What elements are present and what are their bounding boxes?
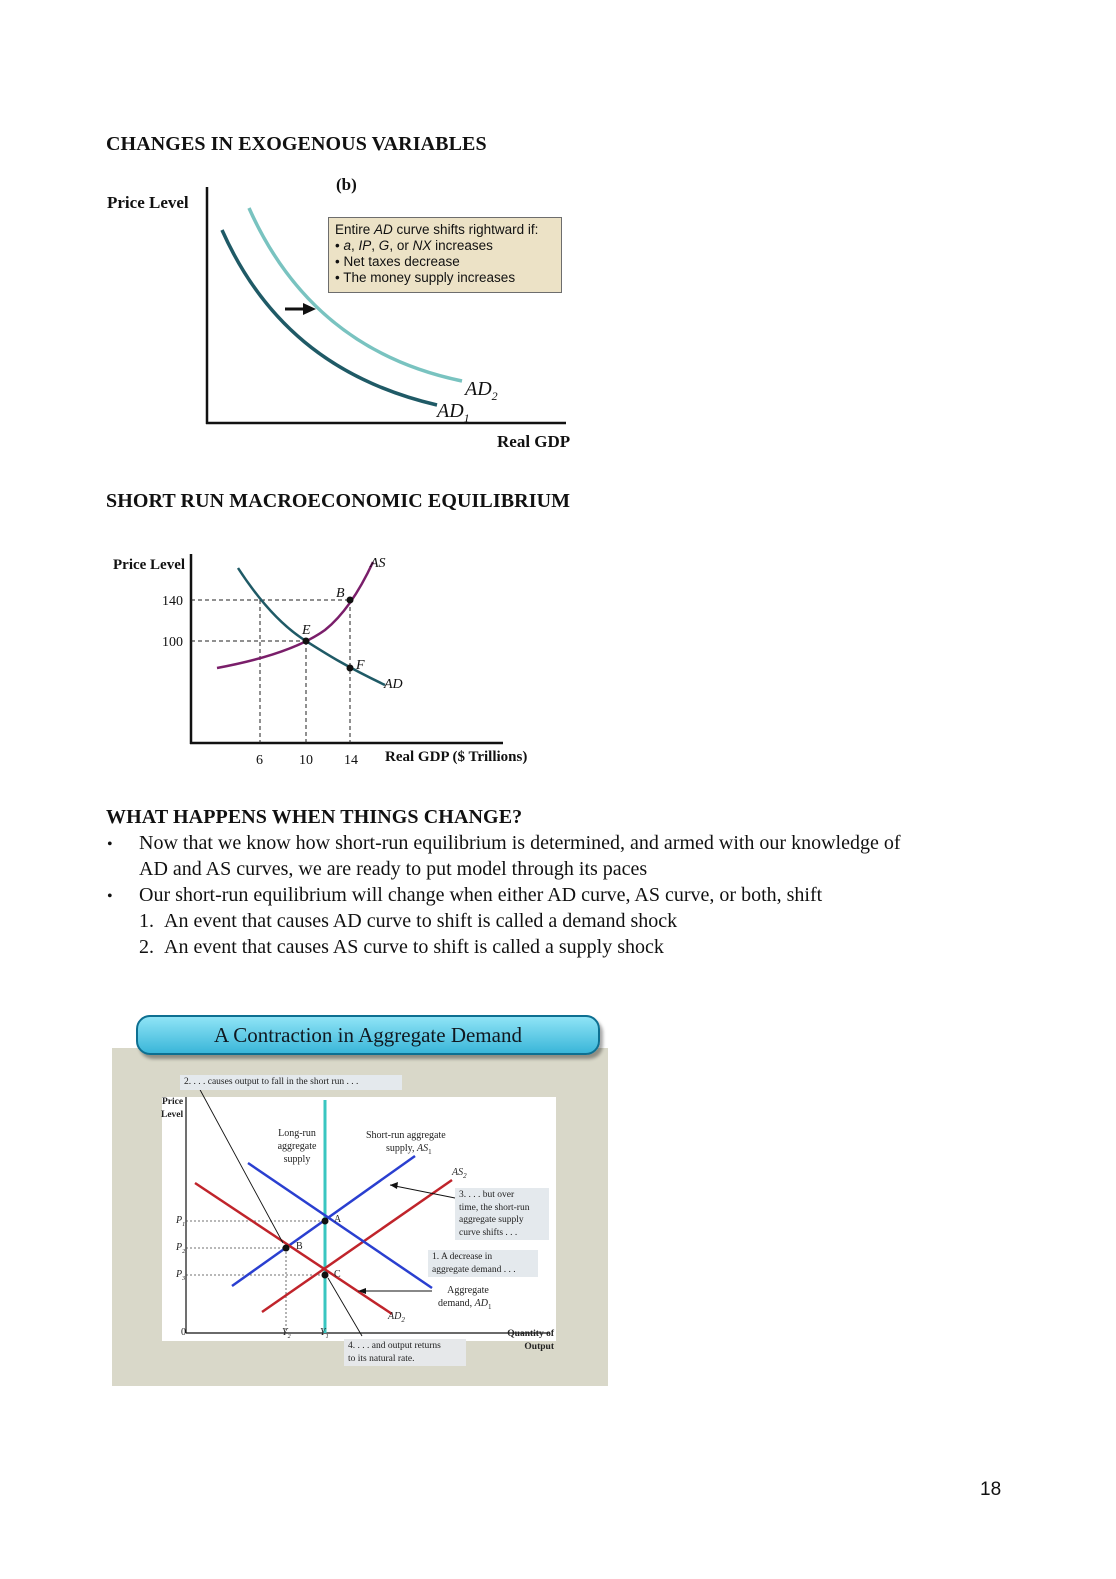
fig3-y-axis-label-1: Price — [162, 1097, 184, 1107]
x-tick-10: 10 — [299, 753, 313, 768]
point-b — [283, 1245, 290, 1252]
point-a — [322, 1218, 329, 1225]
ad2-label: $AD_2$ — [388, 1311, 405, 1324]
ad1-label-2: demand, $AD_1$ — [438, 1298, 492, 1311]
y-tick-140: 140 — [162, 594, 183, 609]
bullet-1-line-2: AD and AS curves, we are ready to put model through its paces — [139, 858, 648, 880]
label-p3: $P_3$ — [176, 1269, 186, 1282]
sras1-label-2: supply, $AS_1$ — [386, 1143, 432, 1156]
y-axis-label: Price Level — [107, 193, 189, 212]
note-as-shift: 3. . . . but over time, the short-run aggregate supply curve shifts . . . — [455, 1188, 549, 1240]
panel-label: (b) — [336, 175, 357, 194]
numbered-item-1: 1. An event that causes AD curve to shift is called a demand shock — [139, 910, 678, 932]
x-tick-6: 6 — [256, 753, 263, 768]
point-f — [347, 665, 354, 672]
section-heading-equilibrium: SHORT RUN MACROECONOMIC EQUILIBRIUM — [106, 490, 571, 512]
lras-label-1: Long-run — [278, 1128, 316, 1139]
callout-title: Entire AD curve shifts rightward if: — [335, 222, 539, 237]
contraction-figure-title: A Contraction in Aggregate Demand — [136, 1015, 600, 1055]
sras1-label-1: Short-run aggregate — [366, 1130, 446, 1141]
y-tick-100: 100 — [162, 635, 183, 650]
shift-callout — [328, 217, 562, 293]
sr-y-axis-label: Price Level — [113, 557, 186, 573]
sr-x-axis-label: Real GDP ($ Trillions) — [385, 749, 528, 765]
label-y2: $Y_2$ — [282, 1327, 291, 1340]
callout-item: • The money supply increases — [335, 270, 516, 285]
bullet-symbol: • — [107, 836, 113, 853]
note-ad-decrease: 1. A decrease in aggregate demand . . . — [428, 1250, 538, 1277]
label-point-a: A — [334, 1214, 342, 1225]
equilibrium-chart — [0, 540, 1116, 780]
ad2-line — [195, 1183, 392, 1314]
label-y1: $Y_1$ — [320, 1327, 329, 1340]
ad2-label: $AD_2$ — [465, 378, 498, 403]
pointer-output-return — [328, 1278, 362, 1336]
point-b — [347, 597, 354, 604]
page-number: 18 — [980, 1479, 1002, 1500]
label-ad: AD — [384, 677, 403, 692]
pointer-shift — [390, 1185, 455, 1198]
label-f: F — [356, 658, 365, 673]
bullet-symbol: • — [107, 888, 113, 905]
x-axis-label: Real GDP — [497, 432, 571, 451]
label-point-c: C — [334, 1269, 341, 1280]
bullet-1-line-1: Now that we know how short-run equilibrium is determined, and armed with our knowledge of — [139, 832, 901, 854]
note-output-fall: 2. . . . causes output to fall in the short run . . . — [180, 1075, 402, 1090]
lras-label-2: aggregate — [277, 1141, 317, 1152]
pointer-output-fall — [198, 1086, 283, 1243]
as2-label: $AS_2$ — [452, 1167, 467, 1180]
callout-item: • Net taxes decrease — [335, 254, 460, 269]
section-heading-change: WHAT HAPPENS WHEN THINGS CHANGE? — [106, 806, 523, 828]
label-as: AS — [370, 556, 386, 571]
x-tick-14: 14 — [344, 753, 358, 768]
label-b: B — [336, 586, 345, 601]
label-point-b: B — [296, 1241, 303, 1252]
bullet-2: Our short-run equilibrium will change when either AD curve, AS curve, or both, shift — [139, 884, 823, 906]
pointer-shift-head — [390, 1182, 398, 1189]
section-heading-exogenous: CHANGES IN EXOGENOUS VARIABLES — [106, 133, 487, 155]
point-c — [322, 1272, 329, 1279]
label-p2: $P_2$ — [176, 1242, 186, 1255]
numbered-item-2: 2. An event that causes AS curve to shift is called a supply shock — [139, 936, 664, 958]
label-origin: 0 — [181, 1327, 186, 1338]
ad1-label-1: Aggregate — [447, 1285, 489, 1296]
note-output-return: 4. . . . and output returns to its natural rate. — [344, 1339, 466, 1366]
label-p1: $P_1$ — [176, 1215, 186, 1228]
callout-item: • a, IP, G, or NX increases — [335, 238, 493, 253]
fig3-y-axis-label-2: Level — [161, 1110, 184, 1120]
fig3-x-axis-label-1: Quantity of — [507, 1329, 554, 1339]
ad1-label: $AD_1$ — [437, 400, 470, 425]
fig3-x-axis-label-2: Output — [524, 1342, 554, 1352]
label-e: E — [302, 623, 311, 638]
lras-label-3: supply — [283, 1154, 311, 1165]
